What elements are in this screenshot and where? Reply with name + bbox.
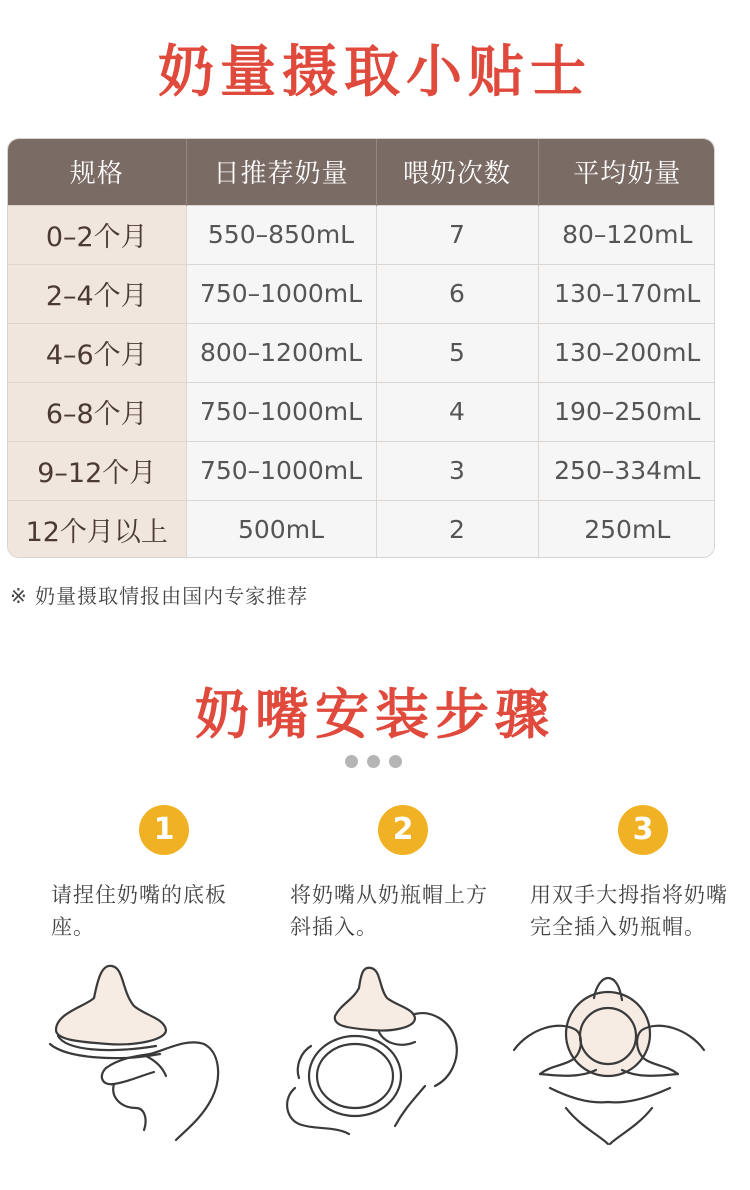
milk-intake-table (7, 138, 715, 558)
table-row (8, 205, 715, 264)
step-number-badge: 1 (139, 805, 189, 855)
table-row (8, 264, 715, 323)
average-cell: 130–200mL (538, 323, 715, 382)
times-cell: 6 (376, 264, 538, 323)
page-title: 奶量摄取小贴士 (158, 40, 592, 105)
step-description: 将奶嘴从奶瓶帽上方斜插入。 (290, 883, 488, 939)
age-cell: 12个月以上 (8, 500, 186, 558)
age-cell: 9–12个月 (8, 441, 186, 500)
header-daily-amount: 日推荐奶量 (186, 139, 376, 205)
daily-cell: 800–1200mL (186, 323, 376, 382)
step-3 (530, 805, 740, 943)
average-cell: 250mL (538, 500, 715, 558)
step-number-badge: 3 (618, 805, 668, 855)
age-cell: 4–6个月 (8, 323, 186, 382)
daily-cell: 750–1000mL (186, 382, 376, 441)
step-1 (51, 805, 261, 943)
age-cell: 2–4个月 (8, 264, 186, 323)
step-2 (290, 805, 500, 943)
dot (389, 755, 402, 768)
times-cell: 7 (376, 205, 538, 264)
daily-cell: 750–1000mL (186, 441, 376, 500)
hand-pinching-nipple-icon (36, 958, 236, 1148)
daily-cell: 500mL (186, 500, 376, 558)
step-number-badge: 2 (378, 805, 428, 855)
dot (345, 755, 358, 768)
table-row (8, 382, 715, 441)
daily-cell: 750–1000mL (186, 264, 376, 323)
times-cell: 2 (376, 500, 538, 558)
thumbs-pushing-nipple-icon (510, 958, 710, 1148)
section-title-install: 奶嘴安装步骤 (195, 683, 555, 746)
age-cell: 0–2个月 (8, 205, 186, 264)
age-cell: 6–8个月 (8, 382, 186, 441)
step-description: 用双手大拇指将奶嘴完全插入奶瓶帽。 (530, 883, 728, 939)
hand-inserting-nipple-icon (275, 958, 475, 1148)
average-cell: 190–250mL (538, 382, 715, 441)
header-spec: 规格 (8, 139, 186, 205)
header-feeding-times: 喂奶次数 (376, 139, 538, 205)
table-row (8, 500, 715, 558)
expert-note: ※ 奶量摄取情报由国内专家推荐 (10, 584, 309, 608)
divider-dots (345, 755, 402, 768)
times-cell: 4 (376, 382, 538, 441)
average-cell: 130–170mL (538, 264, 715, 323)
table-header-row (8, 139, 715, 205)
table-row (8, 441, 715, 500)
times-cell: 5 (376, 323, 538, 382)
daily-cell: 550–850mL (186, 205, 376, 264)
times-cell: 3 (376, 441, 538, 500)
dot (367, 755, 380, 768)
header-average-amount: 平均奶量 (538, 139, 715, 205)
average-cell: 80–120mL (538, 205, 715, 264)
step-description: 请捏住奶嘴的底板座。 (51, 883, 227, 939)
average-cell: 250–334mL (538, 441, 715, 500)
table-row (8, 323, 715, 382)
